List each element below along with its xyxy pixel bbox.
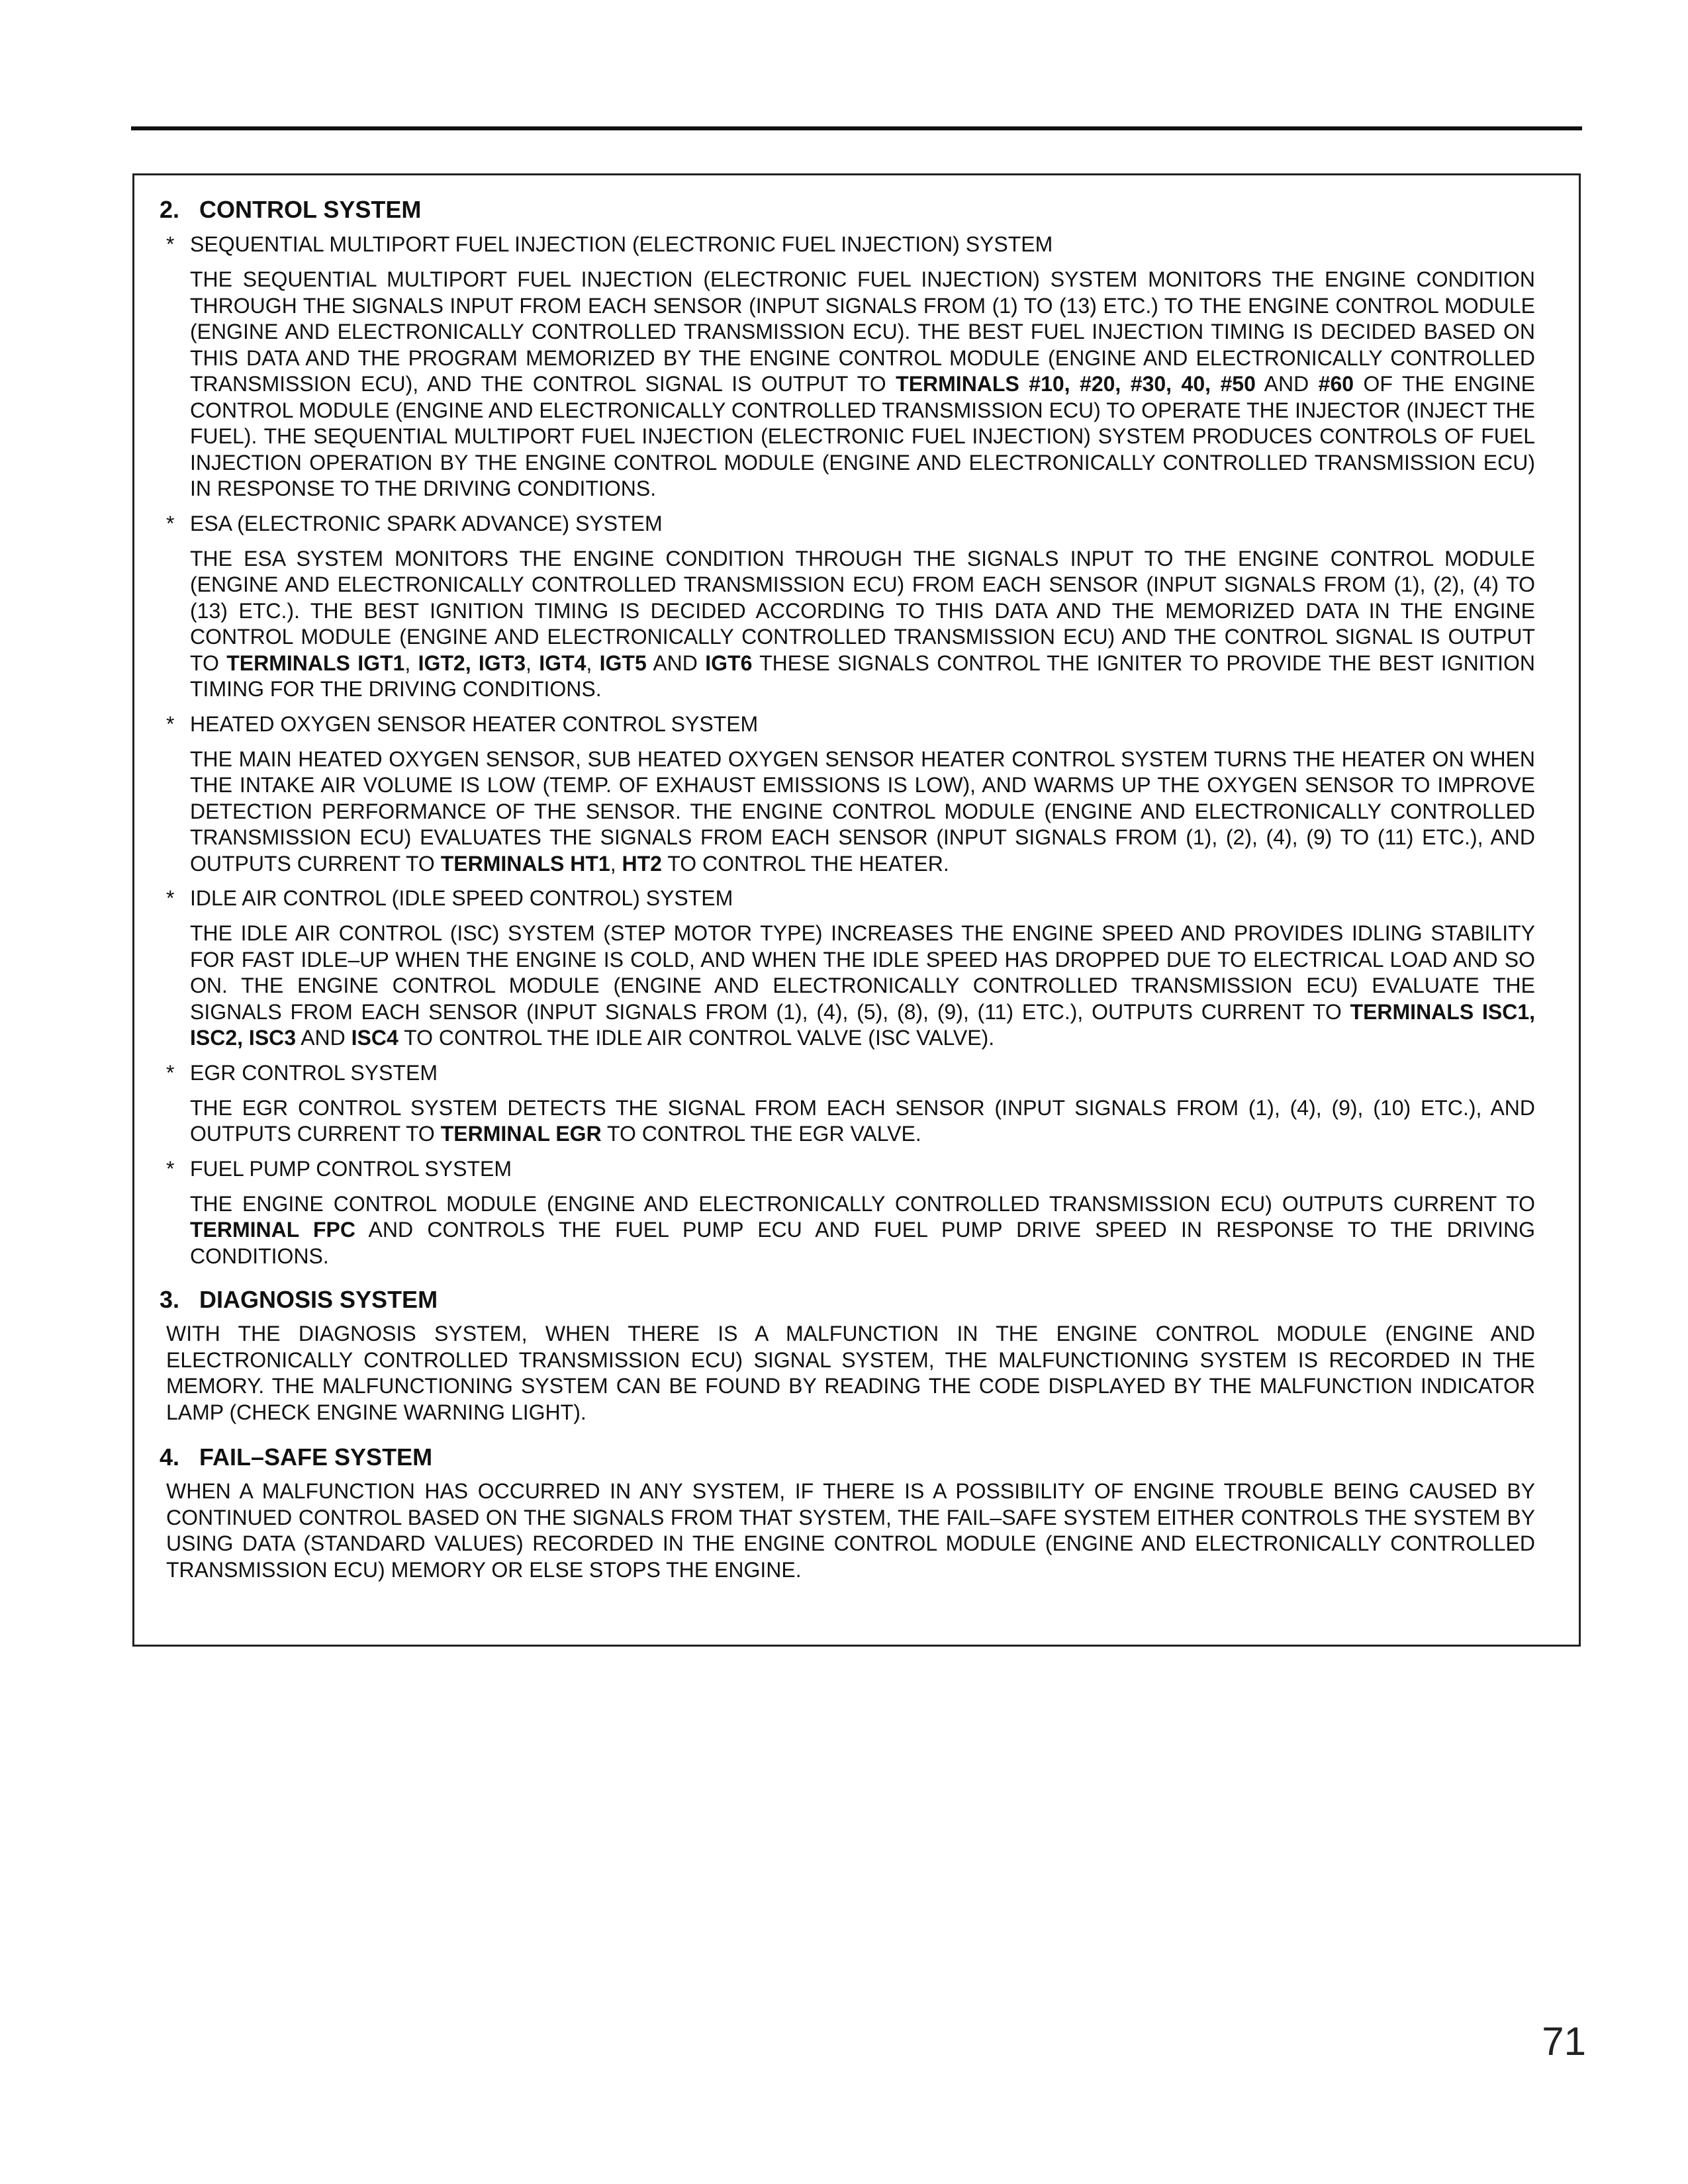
- bold-terminal-text: IGT5: [599, 651, 647, 675]
- bold-terminal-text: #60: [1318, 372, 1354, 396]
- section-heading: [160, 195, 1535, 224]
- diagnosis-system-section: [160, 1285, 1535, 1426]
- section-number: 2.: [160, 196, 180, 223]
- bold-terminal-text: TERMINALS ISC1, ISC2, ISC3: [190, 999, 1535, 1050]
- item-body: THE ENGINE CONTROL MODULE (ENGINE AND ELECTRONICALLY CONTROLLED TRANSMISSION ECU) OUTPUTS CURRENT TO TERMINAL FPC AND CONTROLS THE FUEL PUMP ECU AND FUEL PUMP DRIVE SPEED IN RESPONSE TO THE DRIVING CONDITIONS.: [190, 1191, 1536, 1268]
- control-system-section: [160, 195, 1535, 1269]
- section-title: DIAGNOSIS SYSTEM: [199, 1286, 438, 1313]
- section-body: WITH THE DIAGNOSIS SYSTEM, WHEN THERE IS A MALFUNCTION IN THE ENGINE CONTROL MODULE (ENGINE AND ELECTRONICALLY CONTROLLED TRANSMISSION ECU) SIGNAL SYSTEM, THE MALFUNCTIONING SYSTEM IS RECORDED IN THE MEMORY. THE MALFUNCTIONING SYSTEM CAN BE FOUND BY READING THE CODE DISPLAYED BY THE MALFUNCTION INDICATOR LAMP (CHECK ENGINE WARNING LIGHT).: [166, 1322, 1535, 1424]
- control-item: [160, 885, 1535, 1052]
- failsafe-system-section: [160, 1443, 1535, 1583]
- bold-terminal-text: ISC4: [351, 1026, 399, 1050]
- bold-terminal-text: TERMINALS #10, #20, #30, 40, #50: [896, 372, 1256, 396]
- bullet-mark: *: [166, 886, 175, 910]
- bold-terminal-text: HT2: [622, 851, 662, 876]
- item-title: ESA (ELECTRONIC SPARK ADVANCE) SYSTEM: [190, 511, 663, 535]
- bold-terminal-text: IGT2, IGT3: [418, 651, 526, 675]
- item-body: THE IDLE AIR CONTROL (ISC) SYSTEM (STEP MOTOR TYPE) INCREASES THE ENGINE SPEED AND PROVIDES IDLING STABILITY FOR FAST IDLE–UP WHEN THE ENGINE IS COLD, AND WHEN THE IDLE SPEED HAS DROPPED DUE TO ELECTRICAL LOAD AND SO ON. THE ENGINE CONTROL MODULE (ENGINE AND ELECTRONICALLY CONTROLLED TRANSMISSION ECU) EVALUATE THE SIGNALS FROM EACH SENSOR (INPUT SIGNALS FROM (1), (4), (5), (8), (9), (11) ETC.), OUTPUTS CURRENT TO TERMINALS ISC1, ISC2, ISC3 AND ISC4 TO CONTROL THE IDLE AIR CONTROL VALVE (ISC VALVE).: [190, 921, 1535, 1050]
- control-item: [160, 711, 1535, 878]
- bullet-mark: *: [166, 511, 175, 535]
- item-body: THE ESA SYSTEM MONITORS THE ENGINE CONDITION THROUGH THE SIGNALS INPUT TO THE ENGINE CONTROL MODULE (ENGINE AND ELECTRONICALLY CONTROLLED TRANSMISSION ECU) FROM EACH SENSOR (INPUT SIGNALS FROM (1), (2), (4) TO (13) ETC.). THE BEST IGNITION TIMING IS DECIDED ACCORDING TO THIS DATA AND THE MEMORIZED DATA IN THE ENGINE CONTROL MODULE (ENGINE AND ELECTRONICALLY CONTROLLED TRANSMISSION ECU) AND THE CONTROL SIGNAL IS OUTPUT TO TERMINALS IGT1, IGT2, IGT3, IGT4, IGT5 AND IGT6 THESE SIGNALS CONTROL THE IGNITER TO PROVIDE THE BEST IGNITION TIMING FOR THE DRIVING CONDITIONS.: [190, 546, 1536, 701]
- item-body: THE SEQUENTIAL MULTIPORT FUEL INJECTION (ELECTRONIC FUEL INJECTION) SYSTEM MONITORS THE ENGINE CONDITION THROUGH THE SIGNALS INPUT FROM EACH SENSOR (INPUT SIGNALS FROM (1) TO (13) ETC.) TO THE ENGINE CONTROL MODULE (ENGINE AND ELECTRONICALLY CONTROLLED TRANSMISSION ECU). THE BEST FUEL INJECTION TIMING IS DECIDED BASED ON THIS DATA AND THE PROGRAM MEMORIZED BY THE ENGINE CONTROL MODULE (ENGINE AND ELECTRONICALLY CONTROLLED TRANSMISSION ECU), AND THE CONTROL SIGNAL IS OUTPUT TO TERMINALS #10, #20, #30, 40, #50 AND #60 OF THE ENGINE CONTROL MODULE (ENGINE AND ELECTRONICALLY CONTROLLED TRANSMISSION ECU) TO OPERATE THE INJECTOR (INJECT THE FUEL). THE SEQUENTIAL MULTIPORT FUEL INJECTION (ELECTRONIC FUEL INJECTION) SYSTEM PRODUCES CONTROLS OF FUEL INJECTION OPERATION BY THE ENGINE CONTROL MODULE (ENGINE AND ELECTRONICALLY CONTROLLED TRANSMISSION ECU) IN RESPONSE TO THE DRIVING CONDITIONS.: [190, 267, 1536, 500]
- item-title: HEATED OXYGEN SENSOR HEATER CONTROL SYSTEM: [190, 711, 759, 736]
- bullet-mark: *: [166, 711, 175, 736]
- bullet-mark: *: [166, 232, 175, 256]
- item-title: EGR CONTROL SYSTEM: [190, 1060, 438, 1085]
- section-heading: [160, 1285, 1535, 1314]
- section-heading: [160, 1443, 1535, 1472]
- bold-terminal-text: IGT6: [705, 651, 753, 675]
- bold-terminal-text: TERMINALS HT1: [440, 851, 610, 876]
- section-title: CONTROL SYSTEM: [199, 196, 422, 223]
- item-title: SEQUENTIAL MULTIPORT FUEL INJECTION (ELECTRONIC FUEL INJECTION) SYSTEM: [190, 232, 1053, 256]
- page-number: 71: [1542, 2019, 1586, 2064]
- section-number: 3.: [160, 1286, 180, 1313]
- control-item: [160, 231, 1535, 502]
- item-title: IDLE AIR CONTROL (IDLE SPEED CONTROL) SYSTEM: [190, 886, 733, 910]
- bullet-mark: *: [166, 1156, 175, 1181]
- header-rule: [131, 126, 1582, 130]
- bullet-mark: *: [166, 1060, 175, 1085]
- section-number: 4.: [160, 1443, 180, 1471]
- content-frame: [132, 173, 1581, 1647]
- bold-terminal-text: IGT4: [539, 651, 586, 675]
- item-title: FUEL PUMP CONTROL SYSTEM: [190, 1156, 512, 1181]
- section-body: WHEN A MALFUNCTION HAS OCCURRED IN ANY SYSTEM, IF THERE IS A POSSIBILITY OF ENGINE TROUBLE BEING CAUSED BY CONTINUED CONTROL BASED ON THE SIGNALS FROM THAT SYSTEM, THE FAIL–SAFE SYSTEM EITHER CONTROLS THE SYSTEM BY USING DATA (STANDARD VALUES) RECORDED IN THE ENGINE CONTROL MODULE (ENGINE AND ELECTRONICALLY CONTROLLED TRANSMISSION ECU) MEMORY OR ELSE STOPS THE ENGINE.: [166, 1479, 1535, 1582]
- bold-terminal-text: TERMINAL FPC: [190, 1218, 356, 1242]
- control-item: [160, 510, 1535, 703]
- control-item: [160, 1156, 1535, 1270]
- section-title: FAIL–SAFE SYSTEM: [199, 1443, 433, 1471]
- control-item: [160, 1060, 1535, 1148]
- bold-terminal-text: TERMINAL EGR: [440, 1122, 602, 1146]
- bold-terminal-text: TERMINALS IGT1: [226, 651, 405, 675]
- item-body: THE EGR CONTROL SYSTEM DETECTS THE SIGNAL FROM EACH SENSOR (INPUT SIGNALS FROM (1), (4), (9), (10) ETC.), AND OUTPUTS CURRENT TO TERMINAL EGR TO CONTROL THE EGR VALVE.: [190, 1095, 1535, 1146]
- item-body: THE MAIN HEATED OXYGEN SENSOR, SUB HEATED OXYGEN SENSOR HEATER CONTROL SYSTEM TURNS THE HEATER ON WHEN THE INTAKE AIR VOLUME IS LOW (TEMP. OF EXHAUST EMISSIONS IS LOW), AND WARMS UP THE OXYGEN SENSOR TO IMPROVE DETECTION PERFORMANCE OF THE SENSOR. THE ENGINE CONTROL MODULE (ENGINE AND ELECTRONICALLY CONTROLLED TRANSMISSION ECU) EVALUATES THE SIGNALS FROM EACH SENSOR (INPUT SIGNALS FROM (1), (2), (4), (9) TO (11) ETC.), AND OUTPUTS CURRENT TO TERMINALS HT1, HT2 TO CONTROL THE HEATER.: [190, 747, 1535, 876]
